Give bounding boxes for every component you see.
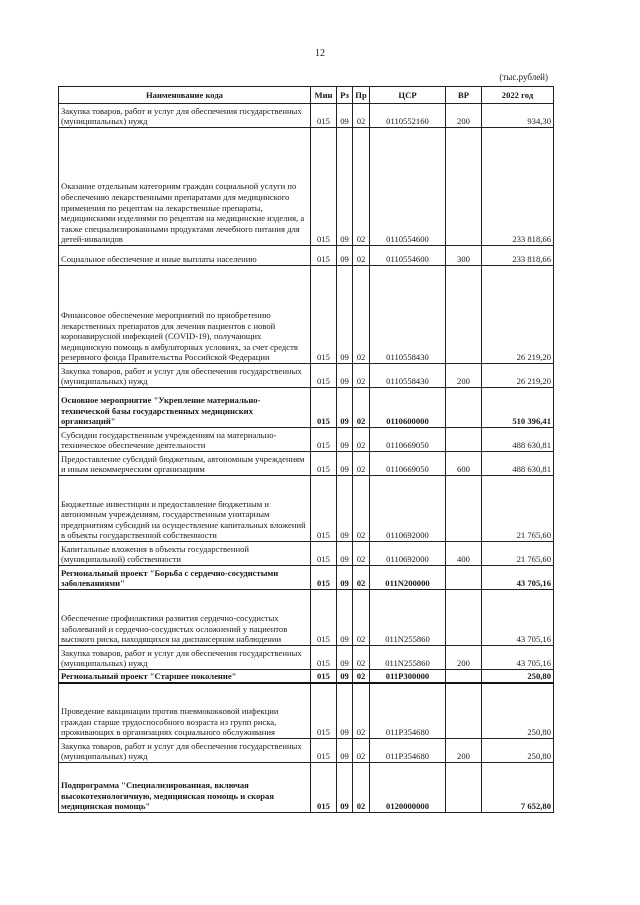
table-row bbox=[59, 452, 554, 476]
row-amount: 233 818,66 bbox=[482, 128, 554, 246]
row-vr: 200 bbox=[446, 104, 482, 128]
row-name: Основное мероприятие "Укрепление материально-технической базы государственных медицинских организаций" bbox=[59, 388, 311, 428]
row-pr: 02 bbox=[353, 566, 370, 590]
row-pr: 02 bbox=[353, 476, 370, 542]
row-amount: 250,80 bbox=[482, 683, 554, 739]
row-rz: 09 bbox=[337, 476, 353, 542]
row-rz: 09 bbox=[337, 646, 353, 670]
row-min: 015 bbox=[311, 476, 337, 542]
table-row bbox=[59, 670, 554, 683]
row-min: 015 bbox=[311, 542, 337, 566]
row-vr bbox=[446, 476, 482, 542]
row-csr: 011N255860 bbox=[370, 590, 446, 646]
row-name: Закупка товаров, работ и услуг для обеспечения государственных (муниципальных) нужд bbox=[59, 646, 311, 670]
table-row bbox=[59, 763, 554, 813]
row-rz: 09 bbox=[337, 428, 353, 452]
header-vr: ВР bbox=[446, 87, 482, 104]
row-name: Финансовое обеспечение мероприятий по приобретению лекарственных препаратов для лечения пациентов с новой коронавирусной инфекцией (COVID-19), получающих медицинскую помощь в амбулаторных условиях, за счет средств резервного фонда Правительства Российской Федерации bbox=[59, 266, 311, 364]
row-min: 015 bbox=[311, 246, 337, 266]
row-amount: 43 705,16 bbox=[482, 590, 554, 646]
table-row bbox=[59, 388, 554, 428]
row-vr bbox=[446, 128, 482, 246]
row-rz: 09 bbox=[337, 388, 353, 428]
row-pr: 02 bbox=[353, 104, 370, 128]
row-csr: 0110552160 bbox=[370, 104, 446, 128]
row-amount: 934,30 bbox=[482, 104, 554, 128]
row-vr: 600 bbox=[446, 452, 482, 476]
row-vr: 400 bbox=[446, 542, 482, 566]
table-row bbox=[59, 476, 554, 542]
row-min: 015 bbox=[311, 452, 337, 476]
units-label: (тыс.рублей) bbox=[499, 72, 548, 82]
row-amount: 233 818,66 bbox=[482, 246, 554, 266]
row-vr bbox=[446, 763, 482, 813]
budget-table bbox=[58, 86, 554, 813]
row-rz: 09 bbox=[337, 542, 353, 566]
row-min: 015 bbox=[311, 670, 337, 683]
row-rz: 09 bbox=[337, 364, 353, 388]
header-min: Мин bbox=[311, 87, 337, 104]
row-csr: 0110669050 bbox=[370, 428, 446, 452]
row-name: Социальное обеспечение и иные выплаты населению bbox=[59, 246, 311, 266]
row-amount: 510 396,41 bbox=[482, 388, 554, 428]
row-rz: 09 bbox=[337, 104, 353, 128]
row-min: 015 bbox=[311, 428, 337, 452]
table-header-row bbox=[59, 87, 554, 104]
row-min: 015 bbox=[311, 763, 337, 813]
page-number: 12 bbox=[315, 48, 325, 59]
row-pr: 02 bbox=[353, 452, 370, 476]
header-pr: Пр bbox=[353, 87, 370, 104]
row-min: 015 bbox=[311, 590, 337, 646]
row-csr: 0110692000 bbox=[370, 476, 446, 542]
row-name: Капитальные вложения в объекты государственной (муниципальной) собственности bbox=[59, 542, 311, 566]
row-amount: 43 705,16 bbox=[482, 566, 554, 590]
row-rz: 09 bbox=[337, 590, 353, 646]
row-amount: 21 765,60 bbox=[482, 542, 554, 566]
row-csr: 0110554600 bbox=[370, 246, 446, 266]
row-vr: 200 bbox=[446, 364, 482, 388]
row-csr: 0110554600 bbox=[370, 128, 446, 246]
header-year: 2022 год bbox=[482, 87, 554, 104]
row-rz: 09 bbox=[337, 128, 353, 246]
table-row bbox=[59, 683, 554, 739]
row-amount: 21 765,60 bbox=[482, 476, 554, 542]
row-pr: 02 bbox=[353, 683, 370, 739]
row-pr: 02 bbox=[353, 739, 370, 763]
row-rz: 09 bbox=[337, 683, 353, 739]
row-csr: 0110692000 bbox=[370, 542, 446, 566]
row-rz: 09 bbox=[337, 670, 353, 683]
row-name: Субсидии государственным учреждениям на материально-техническое обеспечение деятельности bbox=[59, 428, 311, 452]
row-min: 015 bbox=[311, 364, 337, 388]
row-csr: 0110600000 bbox=[370, 388, 446, 428]
row-vr bbox=[446, 683, 482, 739]
row-amount: 26 219,20 bbox=[482, 364, 554, 388]
row-vr bbox=[446, 590, 482, 646]
row-name: Закупка товаров, работ и услуг для обеспечения государственных (муниципальных) нужд bbox=[59, 739, 311, 763]
table-row bbox=[59, 428, 554, 452]
row-name: Закупка товаров, работ и услуг для обеспечения государственных (муниципальных) нужд bbox=[59, 104, 311, 128]
row-name: Предоставление субсидий бюджетным, автономным учреждениям и иным некоммерческим организациям bbox=[59, 452, 311, 476]
table-row bbox=[59, 739, 554, 763]
row-min: 015 bbox=[311, 739, 337, 763]
row-csr: 011N200000 bbox=[370, 566, 446, 590]
row-pr: 02 bbox=[353, 246, 370, 266]
row-min: 015 bbox=[311, 104, 337, 128]
row-csr: 011N255860 bbox=[370, 646, 446, 670]
row-rz: 09 bbox=[337, 739, 353, 763]
row-min: 015 bbox=[311, 566, 337, 590]
row-csr: 011P354680 bbox=[370, 739, 446, 763]
row-rz: 09 bbox=[337, 566, 353, 590]
row-csr: 011P300000 bbox=[370, 670, 446, 683]
row-vr: 200 bbox=[446, 646, 482, 670]
table-row bbox=[59, 590, 554, 646]
row-vr bbox=[446, 670, 482, 683]
row-name: Закупка товаров, работ и услуг для обеспечения государственных (муниципальных) нужд bbox=[59, 364, 311, 388]
row-csr: 0110558430 bbox=[370, 266, 446, 364]
row-csr: 0110669050 bbox=[370, 452, 446, 476]
table-row bbox=[59, 646, 554, 670]
row-name: Бюджетные инвестиции и предоставление бюджетным и автономным учреждениям, государственным унитарным предприятиям субсидий на осуществление капитальных вложений в объекты государственной собственности bbox=[59, 476, 311, 542]
row-amount: 488 630,81 bbox=[482, 428, 554, 452]
row-min: 015 bbox=[311, 266, 337, 364]
table-row bbox=[59, 128, 554, 246]
table-row bbox=[59, 364, 554, 388]
row-pr: 02 bbox=[353, 428, 370, 452]
row-name: Оказание отдельным категориям граждан социальной услуги по обеспечению лекарственными препаратами для медицинского применения по рецептам на лекарственные препараты, медицинскими изделиями по рецептам на медицинские изделия, а также специализированными продуктами лечебного питания для детей-инвалидов bbox=[59, 128, 311, 246]
row-pr: 02 bbox=[353, 670, 370, 683]
row-min: 015 bbox=[311, 646, 337, 670]
row-csr: 011P354680 bbox=[370, 683, 446, 739]
row-min: 015 bbox=[311, 388, 337, 428]
table-row bbox=[59, 104, 554, 128]
row-vr bbox=[446, 388, 482, 428]
table-row bbox=[59, 542, 554, 566]
row-vr bbox=[446, 266, 482, 364]
row-csr: 0110558430 bbox=[370, 364, 446, 388]
row-amount: 488 630,81 bbox=[482, 452, 554, 476]
row-amount: 26 219,20 bbox=[482, 266, 554, 364]
row-name: Проведение вакцинации против пневмококковой инфекции граждан старше трудоспособного возраста из групп риска, проживающих в организациях социального обслуживания bbox=[59, 683, 311, 739]
row-vr: 300 bbox=[446, 246, 482, 266]
row-pr: 02 bbox=[353, 128, 370, 246]
header-rz: Рз bbox=[337, 87, 353, 104]
table-row bbox=[59, 246, 554, 266]
row-pr: 02 bbox=[353, 646, 370, 670]
row-min: 015 bbox=[311, 683, 337, 739]
row-vr bbox=[446, 566, 482, 590]
row-rz: 09 bbox=[337, 763, 353, 813]
row-rz: 09 bbox=[337, 266, 353, 364]
row-name: Региональный проект "Борьба с сердечно-сосудистыми заболеваниями" bbox=[59, 566, 311, 590]
row-name: Подпрограмма "Специализированная, включая высокотехнологичную, медицинская помощь и скорая медицинская помощь" bbox=[59, 763, 311, 813]
row-amount: 7 652,80 bbox=[482, 763, 554, 813]
row-rz: 09 bbox=[337, 246, 353, 266]
row-csr: 0120000000 bbox=[370, 763, 446, 813]
table-row bbox=[59, 566, 554, 590]
row-pr: 02 bbox=[353, 388, 370, 428]
header-name: Наименование кода bbox=[59, 87, 311, 104]
row-pr: 02 bbox=[353, 266, 370, 364]
table-row bbox=[59, 266, 554, 364]
row-rz: 09 bbox=[337, 452, 353, 476]
row-vr: 200 bbox=[446, 739, 482, 763]
row-pr: 02 bbox=[353, 542, 370, 566]
row-name: Обеспечение профилактики развития сердечно-сосудистых заболеваний и сердечно-сосудистых осложнений у пациентов высокого риска, находящихся на диспансерном наблюдении bbox=[59, 590, 311, 646]
header-csr: ЦСР bbox=[370, 87, 446, 104]
row-pr: 02 bbox=[353, 364, 370, 388]
row-amount: 250,80 bbox=[482, 739, 554, 763]
row-vr bbox=[446, 428, 482, 452]
row-amount: 250,80 bbox=[482, 670, 554, 683]
row-min: 015 bbox=[311, 128, 337, 246]
row-name: Региональный проект "Старшее поколение" bbox=[59, 670, 311, 683]
row-pr: 02 bbox=[353, 763, 370, 813]
row-pr: 02 bbox=[353, 590, 370, 646]
row-amount: 43 705,16 bbox=[482, 646, 554, 670]
